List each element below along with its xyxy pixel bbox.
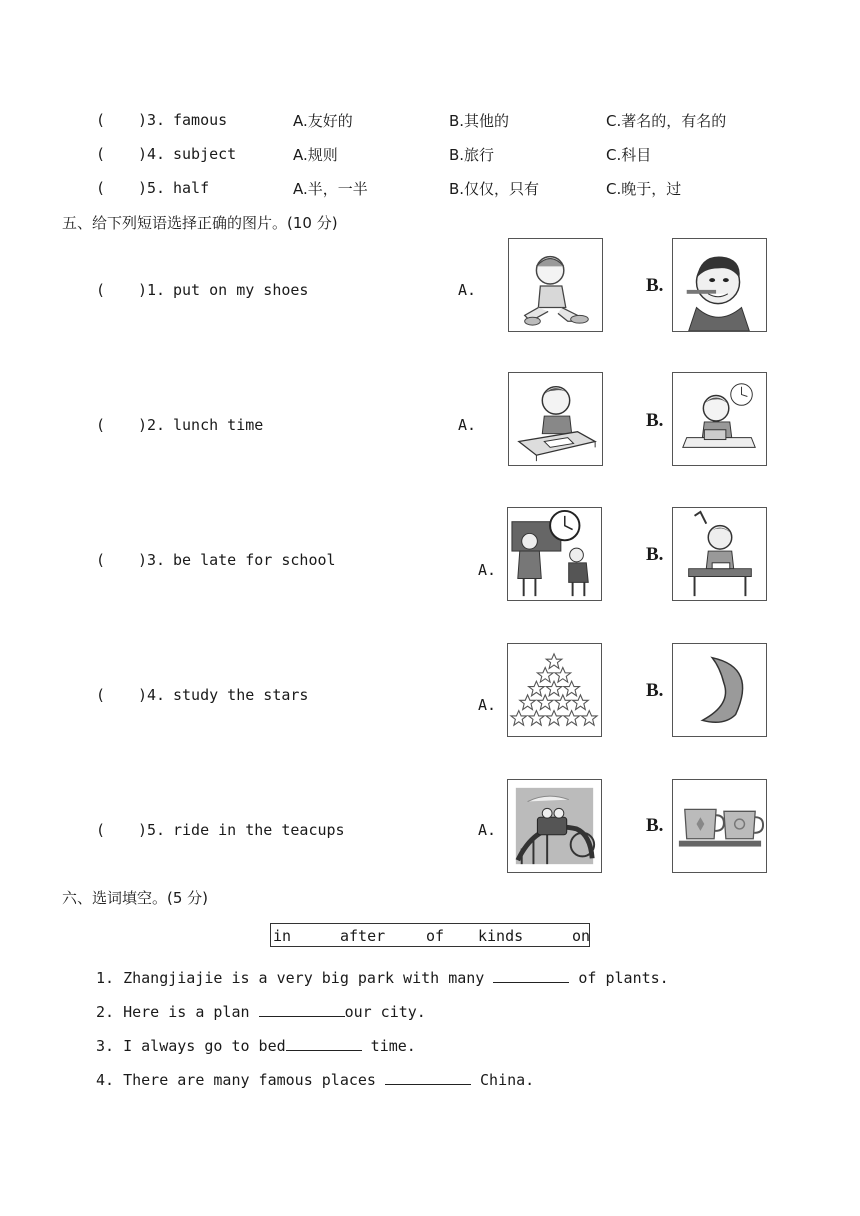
vocab-word: famous bbox=[173, 111, 228, 129]
answer-paren[interactable]: ( bbox=[96, 145, 106, 163]
answer-paren[interactable]: ( bbox=[96, 416, 106, 434]
sentence-text-before: Zhangjiajie is a very big park with many bbox=[123, 969, 494, 987]
word-bank-item: of bbox=[426, 927, 445, 945]
boy-eating-lunch-picture[interactable] bbox=[672, 372, 767, 466]
answer-paren[interactable]: ( bbox=[96, 111, 106, 129]
crescent-moon-picture[interactable] bbox=[672, 643, 767, 737]
sentence-text-after: of plants. bbox=[569, 969, 669, 987]
option-a-label: A. bbox=[458, 281, 477, 299]
sentence-number: 2. bbox=[96, 1003, 115, 1021]
stars-pyramid-picture[interactable] bbox=[507, 643, 602, 737]
boy-writing-at-desk-picture[interactable] bbox=[508, 372, 603, 466]
sentence-text-after: our city. bbox=[344, 1003, 426, 1021]
roller-coaster-picture[interactable] bbox=[507, 779, 602, 873]
option-b: B.仅仅，只有 bbox=[449, 180, 540, 198]
option-a: A.友好的 bbox=[293, 112, 353, 130]
sentence-text-before: There are many famous places bbox=[123, 1071, 385, 1089]
question-number: )4. bbox=[138, 145, 166, 163]
question-number: )3. bbox=[138, 111, 166, 129]
sentence-text-before: Here is a plan bbox=[123, 1003, 259, 1021]
sentence-number: 3. bbox=[96, 1037, 115, 1055]
student-raising-hand-picture[interactable] bbox=[672, 507, 767, 601]
answer-paren[interactable]: ( bbox=[96, 551, 106, 569]
phrase: ride in the teacups bbox=[173, 821, 345, 839]
fill-sentence bbox=[96, 968, 669, 987]
option-a-label: A. bbox=[478, 821, 497, 839]
question-number: )1. bbox=[138, 281, 166, 299]
question-number: )2. bbox=[138, 416, 166, 434]
phrase: put on my shoes bbox=[173, 281, 309, 299]
answer-blank[interactable] bbox=[286, 1036, 362, 1051]
option-b-label: B. bbox=[646, 815, 664, 836]
word-bank-item: kinds bbox=[478, 927, 524, 945]
fill-sentence bbox=[96, 1036, 416, 1055]
phrase: study the stars bbox=[173, 686, 309, 704]
answer-paren[interactable]: ( bbox=[96, 179, 106, 197]
answer-paren[interactable]: ( bbox=[96, 821, 106, 839]
sentence-number: 4. bbox=[96, 1071, 115, 1089]
option-c: C.著名的，有名的 bbox=[606, 112, 727, 130]
vocab-word: subject bbox=[173, 145, 237, 163]
option-b: B.旅行 bbox=[449, 146, 495, 164]
word-bank bbox=[270, 923, 590, 947]
boy-brushing-teeth-picture[interactable] bbox=[672, 238, 767, 332]
question-number: )3. bbox=[138, 551, 166, 569]
late-student-teacher-clock-picture[interactable] bbox=[507, 507, 602, 601]
answer-paren[interactable]: ( bbox=[96, 281, 106, 299]
question-number: )5. bbox=[138, 821, 166, 839]
section-five-title: 五、给下列短语选择正确的图片。(10 分) bbox=[62, 214, 338, 232]
word-bank-item: on bbox=[572, 927, 591, 945]
option-a-label: A. bbox=[478, 696, 497, 714]
fill-sentence bbox=[96, 1002, 426, 1021]
option-b-label: B. bbox=[646, 680, 664, 701]
question-number: )4. bbox=[138, 686, 166, 704]
word-bank-item: in bbox=[273, 927, 292, 945]
option-b-label: B. bbox=[646, 544, 664, 565]
sentence-text-before: I always go to bed bbox=[123, 1037, 286, 1055]
phrase: be late for school bbox=[173, 551, 336, 569]
answer-blank[interactable] bbox=[259, 1002, 345, 1017]
option-b: B.其他的 bbox=[449, 112, 510, 130]
option-a-label: A. bbox=[458, 416, 477, 434]
answer-paren[interactable]: ( bbox=[96, 686, 106, 704]
option-b-label: B. bbox=[646, 410, 664, 431]
boy-sitting-picture[interactable] bbox=[508, 238, 603, 332]
sentence-text-after: China. bbox=[471, 1071, 535, 1089]
fill-sentence bbox=[96, 1070, 534, 1089]
answer-blank[interactable] bbox=[493, 968, 569, 983]
sentence-text-after: time. bbox=[361, 1037, 416, 1055]
word-bank-item: after bbox=[340, 927, 386, 945]
option-a: A.半，一半 bbox=[293, 180, 368, 198]
option-b-label: B. bbox=[646, 275, 664, 296]
sentence-number: 1. bbox=[96, 969, 115, 987]
teacups-picture[interactable] bbox=[672, 779, 767, 873]
section-six-title: 六、选词填空。(5 分) bbox=[62, 889, 209, 907]
answer-blank[interactable] bbox=[385, 1070, 471, 1085]
option-a: A.规则 bbox=[293, 146, 338, 164]
question-number: )5. bbox=[138, 179, 166, 197]
vocab-word: half bbox=[173, 179, 210, 197]
option-c: C.科目 bbox=[606, 146, 652, 164]
option-a-label: A. bbox=[478, 561, 497, 579]
phrase: lunch time bbox=[173, 416, 264, 434]
option-c: C.晚于，过 bbox=[606, 180, 682, 198]
